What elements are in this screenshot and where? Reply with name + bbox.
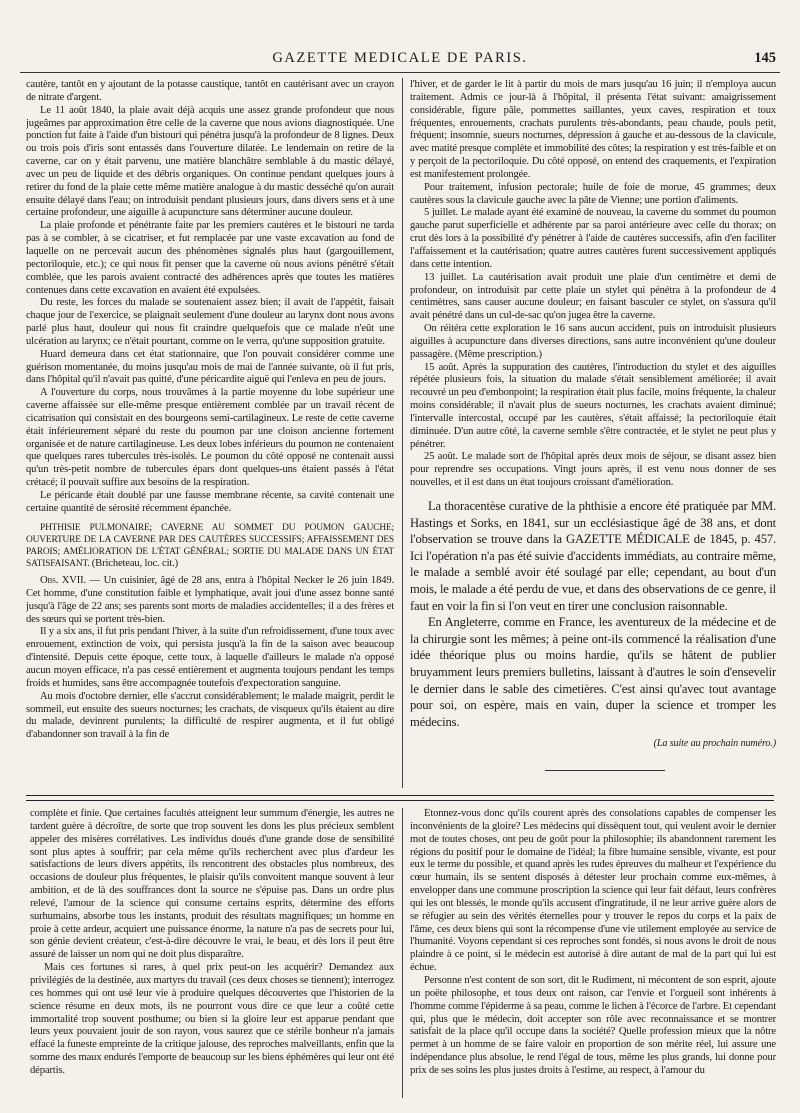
case-summary <box>26 522 394 570</box>
paragraph: 25 août. Le malade sort de l'hôpital après deux mois de séjour, se disant assez bien pour reprendre ses occupations. Vingt jours après, il est venu nous donner de ses nouvelles, et il est dans un état toujours croissant d'amélioration. <box>410 451 776 489</box>
paragraph: Il y a six ans, il fut pris pendant l'hiver, à la suite d'un refroidissement, d'une toux avec enrouement, extinction de voix, qui persista jusqu'à la fin de la saison avec beaucoup d'intensité. Depuis cette époque, cette toux, à laquelle d'ailleurs le malade n'a opposé aucun moyen efficace, n'a pas cessé entièrement et augmenta toujours pendant les temps froids et humides, sans être accompagnée toutefois d'expectoration sanguine. <box>26 626 394 689</box>
observation-paragraph <box>26 575 394 626</box>
continuation-note: (La suite au prochain numéro.) <box>653 738 776 750</box>
section-rule <box>545 770 665 771</box>
commentary <box>410 498 776 730</box>
paragraph: Étonnez-vous donc qu'ils courent après des consolations capables de compenser les inconvénients de la gloire? Les médecins qui dissèquent tout, qui veulent avoir le dernier mot de toutes choses, ont peu de goût pour la philosophie; ils abandonnent rarement les régions du positif pour le domaine de l'idéal; la fibre humaine sensible, vivante, est pour eux le terme du possible, et quand après les rudes épreuves du malheur et l'expérience du cœur humain, ils se sentent disposés à détester leur prochain comme eux-mêmes, à envelopper dans une commune proscription la science qui leur fait défaut, leurs confrères qui les ont blessés, le monde qu'ils accusent d'ingratitude, il ne leur arrive guère alors de se réfugier au sein des vérités éternelles pour y trouver le repos du corps et la paix de l'âme, ces deux biens qui sont la récompense d'une vie utilement employée au service de l'humanité. Voyons cependant si ces reproches sont fondés, si nous avons le droit de nous plaindre à ce point, si le médecin est autorisé à dire autant de mal de la part qui lui est échue. <box>410 808 776 974</box>
paragraph: A l'ouverture du corps, nous trouvâmes à la partie moyenne du lobe supérieur une caverne affaissée sur elle-même presque entièrement comblée par un travail récent de cicatrisation qui consistait en des bourgeons semi-cartilagineux. Le reste de cette caverne était inférieurement séparé du reste du poumon par une cloison ancienne fortement organisée et de nature cartilagineuse. Les deux lobes inférieurs du poumon ne contenaient que quelques rares tubercules très-isolés. Le poumon du côté opposé ne contenait aussi qu'un très-petit nombre de tubercules épars dont quelques-uns étaient passés à l'état crétacé; il pouvait suffire aux besoins de la respiration. <box>26 387 394 489</box>
paragraph: Personne n'est content de son sort, dit le Rudiment, ni mécontent de son esprit, ajoute un poëte philosophe, et tous deux ont raison, car l'envie et l'orgueil sont inhérents à l'homme comme l'épiderme à sa peau, comme le lichen à l'écorce de l'arbre. Et cependant qui, plus que le médecin, doit accepter son rôle avec reconnaissance et se montrer satisfait de la place qu'il occupe dans la société? Quelle profession mieux que la nôtre permet à un homme de se faire valoir en proportion de son mérite réel, lui assure une indépendance plus absolue, le rend l'égal de tous, même les plus grands, lui donne pour prix de ses soins les plus justes droits à l'estime, au respect, à l'amour du <box>410 974 776 1076</box>
observation-label: Obs. XVII. <box>40 575 87 587</box>
paragraph: l'hiver, et de garder le lit à partir du mois de mars jusqu'au 16 juin; il n'employa aucun traitement. Admis ce jour-là à l'hôpital, il présenta l'état suivant: amaigrissement considérable, figure pâle, pommettes saillantes, yeux caves, respiration et toux fréquentes, enrouements, crachats purulents très-abondants, peau chaude, pouls petit, fréquent; insomnie, sueurs nocturnes, dépression à gauche et au-dessous de la clavicule, avec matité presque complète et immobilité des côtes; la respiration y est très-faible et on y perçoit de la pectoriloquie. Du côté opposé, on entend des craquements, et l'expiration est manifestement prolongée. <box>410 79 776 180</box>
observation-text: — Un cuisinier, âgé de 28 ans, entra à l'hôpital Necker le 26 juin 1849. Cet homme, d'une constitution faible et lymphatique, avait joui d'une assez bonne santé jusqu'à l'âge de 22 ans; ses parents sont morts de maladies accidentelles; il a des frères et des sœurs qui se portent très-bien. <box>26 575 394 625</box>
feuilleton-rule <box>26 795 774 801</box>
paragraph: Du reste, les forces du malade se soutenaient assez bien; il avait de l'appétit, faisait chaque jour de l'exercice, se plaignait seulement d'une douleur au larynx dont nous avons parlé plus haut, douleur qui nous fit craindre quelquefois que ce malade n'eût une ulcération au larynx; ce n'était pourtant, comme on le verra, qu'une supposition gratuite. <box>26 297 394 347</box>
paragraph: La plaie profonde et pénétrante faite par les premiers cautères et le bistouri ne tarda pas à se combler, à se cicatriser, et fut remplacée par une vaste excavation au fond de laquelle on ne percevait aucun des phénomènes signalés plus haut (gargouillement, pectoriloquie, etc.); ce qui nous fit penser que la caverne où nous avions pénétré s'était comblée, que les parois avaient contracté des adhérences après que toutes les matières contenues dans cette excavation en avaient été expulsées. <box>26 220 394 296</box>
paragraph: Le péricarde était doublé par une fausse membrane récente, sa cavité contenait une certaine quantité de sérosité récemment épanchée. <box>26 490 394 514</box>
page-header <box>20 50 780 73</box>
upper-right-column <box>410 79 776 791</box>
paragraph: Au mois d'octobre dernier, elle s'accrut considérablement; le malade maigrit, perdit le sommeil, eut ensuite des sueurs nocturnes; les crachats, de visqueux qu'ils étaient au dire du malade, devinrent purulents; la difficulté de respirer augmenta, et il fut obligé d'abandonner son travail à la fin de <box>26 690 394 741</box>
page-number: 145 <box>754 50 776 66</box>
paragraph: 5 juillet. Le malade ayant été examiné de nouveau, la caverne du sommet du poumon gauche parut superficielle et adhérente par sa paroi antérieure avec celle du thorax; on crut dès lors à la possibilité d'y pénétrer à l'aide de cautères successifs, afin d'en faciliter l'affaissement et la cautérisation; quatre autres cautères furent successivement appliqués dans cette intention. <box>410 207 776 270</box>
lower-right-column <box>410 808 776 1100</box>
upper-left-column <box>26 79 394 789</box>
paragraph: 15 août. Après la suppuration des cautères, l'introduction du stylet et des aiguilles répétée plusieurs fois, la situation du malade s'était sensiblement améliorée; il avait recouvré un peu d'embonpoint; la respiration était plus facile, moins fréquente, la chaleur moins considérable; il n'avait plus de sueurs nocturnes, les crachats avaient diminué; l'intervalle intercostal, occupé par les cautères, s'était affaissé; la pectoriloquie était diminuée. D'un autre côté, la caverne semble s'être contractée, et le stylet ne peut plus y pénétrer. <box>410 361 776 450</box>
column-divider <box>402 78 403 788</box>
paragraph: La thoracentèse curative de la phthisie a encore été pratiquée par MM. Hastings et Sorks, en 1841, sur un ecclésiastique âgé de 38 ans, et dont l'observation se trouve dans la GAZETTE MÉDICALE de 1845, p. 457. Ici l'opération n'a pas été suivie d'accidents immédiats, au contraire même, le malade a semblé avoir été soulagé par elle; cependant, au bout d'un mois, le malade a été perdu de vue, et dans des observations de ce genre, il faut en voir la fin si l'on veut en tirer une conclusion raisonnable. <box>410 499 776 613</box>
paragraph: Huard demeura dans cet état stationnaire, que l'on pouvait considérer comme une guérison momentanée, du moins jusqu'au mois de mai de l'année suivante, où il fut pris, dans l'hôpital qu'il n'avait pas quitté, d'une péricardite aiguë qui l'enleva en peu de jours. <box>26 348 394 386</box>
journal-title: GAZETTE MEDICALE DE PARIS. <box>272 50 528 66</box>
paragraph: En Angleterre, comme en France, les aventureux de la médecine et de la chirurgie sont les mêmes; à peine ont-ils commencé la réalisation d'une idée théorique plus ou moins hardie, qu'ils se hâtent de publier bruyamment leurs premiers bulletins, laissant à d'autres le soin d'ensevelir le dernier dans le sable des cimetières. C'est ainsi qu'avec tout avantage pour soi, on espère, mais en vain, duper la science et tromper les médecins. <box>410 615 776 729</box>
paragraph: 13 juillet. La cautérisation avait produit une plaie d'un centimètre et demi de profondeur, on introduisit par cette plaie un stylet qui pénétra à la profondeur de 4 centimètres, sans causer aucune douleur; en faisant basculer ce stylet, on s'assura qu'il avait pénétré dans un cul-de-sac qu'on jugea être la caverne. <box>410 271 776 322</box>
lower-left-column <box>30 808 394 1100</box>
case-summary-heading: PHTHISIE PULMONAIRE; CAVERNE AU SOMMET DU POUMON GAUCHE; OUVERTURE DE LA CAVERNE PAR DES CAUTÈRES SUCCESSIFS; AFFAISSEMENT DES PAROIS; AMÉLIORATION DE L'ÉTAT GÉNÉRAL; SORTIE DU MALADE DANS UN ÉTAT SATISFAISANT. <box>26 522 394 569</box>
paragraph: Mais ces fortunes si rares, à quel prix peut-on les acquérir? Demandez aux privilégiés de la destinée, aux martyrs du travail (ces deux choses se tiennent); interrogez ces hommes qui ont usé leur vie à produire quelques découvertes que l'historien de la science résume en deux mots, ils ne pourront vous dire ce que leur a coûté cette immortalité trop souvent posthume; ou bien si la gloire leur est apparue pendant que leurs yeux pouvaient jouir de son rayon, vous saurez que ce stérile bonheur n'a jamais effacé la funeste empreinte de la critique jalouse, des reproches malveillants, enfin que la somme des maux endurés l'emporte de beaucoup sur les biens éphémères qui leur ont été départis. <box>30 962 394 1076</box>
column-divider <box>402 808 403 1098</box>
paragraph: cautère, tantôt en y ajoutant de la potasse caustique, tantôt en cautérisant avec un crayon de nitrate d'argent. <box>26 79 394 103</box>
paragraph: On réitéra cette exploration le 16 sans aucun accident, puis on introduisit plusieurs aiguilles à acupuncture dans diverses directions, sans autre inconvénient qu'une douleur passagère. (Même prescription.) <box>410 323 776 360</box>
paragraph: Le 11 août 1840, la plaie avait déjà acquis une assez grande profondeur que nous jugeâmes par approximation être celle de la caverne que nous avions diagnostiquée. Une ponction fut faite à l'aide d'un bistouri qui pénétra jusqu'à la profondeur de 8 lignes. Deux ou trois pois d'iris sont entassés dans l'ouverture dilatée. Le lendemain on retire de la caverne, car on y était parvenu, une matière blanchâtre semblable à du mastic délayé, avec un peu de liquide et des débris organiques. On continue pendant quelques jours à retirer du fond de la plaie cette même matière analogue à du mastic desséché qu'on aurait ensuite délayé dans l'eau; on introduisit pendant plusieurs jours, dans divers sens et à une certaine profondeur, une aiguille à acupuncture sans déterminer aucune douleur. <box>26 104 394 219</box>
case-summary-source: (Bricheteau, loc. cit.) <box>91 557 179 569</box>
paragraph: Pour traitement, infusion pectorale; huile de foie de morue, 45 grammes; deux cautères sous la clavicule gauche avec la pâte de Vienne; une portion d'aliments. <box>410 181 776 206</box>
paragraph: complète et finie. Que certaines facultés atteignent leur summum d'énergie, les autres ne tardent guère à décroître, de sorte que trop souvent les dons les plus précieux semblent appeler des misères corrélatives. Les individus doués d'une grande dose de sensibilité sont plus aptes à souffrir; par cela même qu'ils recherchent avec plus d'ardeur les satisfactions de leurs divers appétits, ils rencontrent des obstacles plus nombreux, des occasions de douleur plus fréquentes, le plaisir qu'ils convoitent manque souvent à leur ambition, et de là des souffrances dont la source ne s'épuise pas. Dans un ordre plus relevé, l'amour de la science qui consume certains esprits, détermine des efforts surhumains, absorbe tous les instants, produit des résultats magnifiques; un homme en proie à cette ardeur, acquiert une puissance énorme, la nature n'a pas de secrets pour lui, son génie devient créateur, c'est-à-dire découvre le vrai, le beau, et dès lors il peut être assuré de laisser un nom qui ne doit plus disparaître. <box>30 808 394 961</box>
